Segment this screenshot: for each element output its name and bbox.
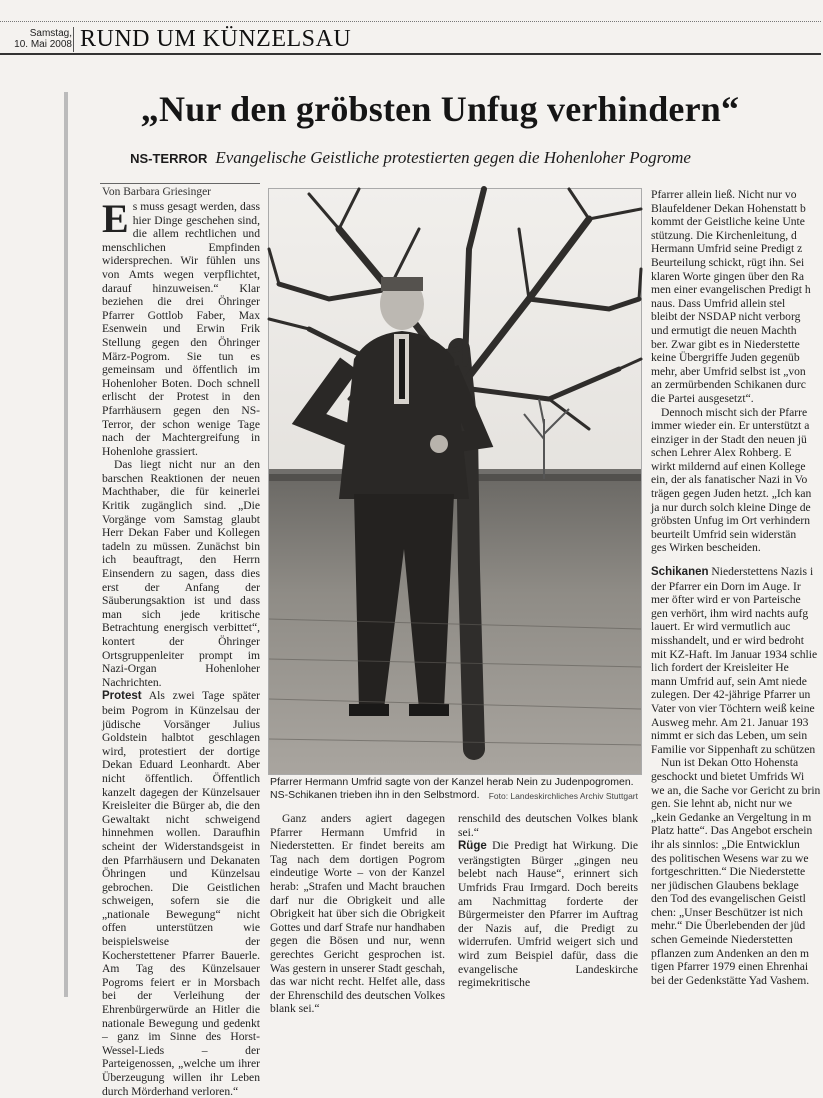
photo-credit: Foto: Landeskirchliches Archiv Stuttgart xyxy=(488,791,638,801)
text-line: gen. Sie lehnt ab, nicht nur we xyxy=(651,797,793,811)
paragraph: Das liegt nicht nur an den barschen Reaktionen der neuen Machthaber, die für keinerlei Kritik zugänglich sind. „Die Vorgänge vom Samstag glaubt Herr Dekan Faber und Kollegen tadeln zu müssen. Zunächst bin ich beauftragt, den Herrn Einsendern zu sagen, dass dies erst der Anfang der Säuberungsaktion ist und dass man sich jede kritische Betrachtung energisch verbittet“, kontert der Öhringer Ortsgruppenleiter prompt im Nazi-Organ Hohenloher Nachrichten. xyxy=(102,458,260,689)
paragraph-block xyxy=(651,565,823,756)
text-line: wirkt mildernd auf einen Kollege xyxy=(651,459,806,473)
article-column-2 xyxy=(270,812,445,1016)
text-line: misshandelt, und er wird bedroht xyxy=(651,634,804,647)
text-line: ber. Zwar gibt es in Niederstette xyxy=(651,337,800,351)
text-line: Beurteilung schickt, rügt ihn. Sei xyxy=(651,255,805,269)
photo-caption: Pfarrer Hermann Umfrid sagte von der Kanzel herab Nein zu Judenpogromen. NS-Schikanen trieben ihn in den Selbstmord. xyxy=(270,776,634,801)
text-line: bleibt der NSDAP nicht verborg xyxy=(651,310,801,324)
text-line: mehr, aber Umfrid selbst ist „von xyxy=(651,364,806,378)
text-line: mer öfter wird er von Parteische xyxy=(651,593,801,607)
text-line: we an, die Sache vor Gericht zu brin xyxy=(651,783,821,797)
text-line: ein, der als fanatischer Nazi in Vo xyxy=(651,473,808,487)
article-column-1 xyxy=(102,196,260,1098)
text-line: Dennoch mischt sich der Pfarre xyxy=(661,405,808,419)
text-line: bei der Gedenkstätte Yad Vashem. xyxy=(651,973,810,987)
byline-rule xyxy=(100,183,260,184)
text-line: geschockt und bietet Umfrids Wi xyxy=(651,769,805,783)
text-line: gröbsten Unfug im Ort verhindern xyxy=(651,514,811,528)
paragraph-protest xyxy=(102,689,260,1098)
subhead-deck: Evangelische Geistliche protestierten gegen die Hohenloher Pogrome xyxy=(215,148,691,167)
text-line: fortgeschritten.“ Die Niederstette xyxy=(651,865,806,879)
text-line: trägen gegen Juden hetzt. „Ich kan xyxy=(651,487,812,501)
issue-weekday: Samstag, xyxy=(29,28,72,39)
text-line: Pfarrer allein ließ. Nicht nur vo xyxy=(651,188,797,201)
text-line: naus. Dass Umfrid allein stel xyxy=(651,296,786,310)
text-line: Blaufeldener Dekan Hohenstatt b xyxy=(651,201,806,215)
text-line: mehr.“ Die Überlebenden der jüd xyxy=(651,919,806,933)
text-line: klaren Worte gingen über den Ra xyxy=(651,269,805,283)
lead-paragraph xyxy=(102,196,260,458)
paragraph-ruege xyxy=(458,839,638,990)
crosshead-protest: Protest xyxy=(102,690,142,703)
article-column-3 xyxy=(458,812,638,998)
crosshead-ruege: Rüge xyxy=(458,840,487,853)
section-title: RUND UM KÜNZELSAU xyxy=(80,26,352,52)
scan-edge-shadow xyxy=(64,92,68,997)
text-line: ja nur durch solch kleine Dinge de xyxy=(651,500,811,514)
text-line: Platz hatte“. Das Angebot erschein xyxy=(651,824,813,838)
text-line: stützung. Die Kirchenleitung, d xyxy=(651,228,797,242)
text-line: lich fordert der Kreisleiter He xyxy=(651,661,789,675)
crosshead-schikanen: Schikanen xyxy=(651,566,709,579)
text-line: lauert. Er wird vermutlich auc xyxy=(651,620,791,634)
text-line: des politischen Wesens war zu we xyxy=(651,851,809,865)
paragraph-block xyxy=(651,756,823,987)
text-line: mann Umfrid auf, sein Amt niede xyxy=(651,674,807,688)
paragraph-block xyxy=(651,406,823,556)
photo-pastor-under-tree xyxy=(269,189,641,774)
text-line: men einer evangelischen Predigt h xyxy=(651,283,811,297)
issue-day: 10. Mai 2008 xyxy=(14,39,72,50)
header-rule xyxy=(0,53,821,55)
header-separator xyxy=(73,27,74,52)
drop-cap: E xyxy=(102,196,129,241)
article-column-4 xyxy=(651,188,823,998)
text-line: schen Lehrer Alex Rohberg. E xyxy=(651,446,792,460)
text-line: nimmt er sich das Leben, um sein xyxy=(651,729,808,743)
text-line: pflanzen zum Andenken an den m xyxy=(651,946,810,960)
text-line: keine Übergriffe Juden gegenüb xyxy=(651,351,800,365)
text-line: Nun ist Dekan Otto Hohensta xyxy=(661,756,799,770)
text-line xyxy=(651,565,823,580)
subhead-kicker: NS-TERROR xyxy=(130,151,208,166)
text-line: gen verhört, ihm wird nachts aufg xyxy=(651,606,809,620)
article-photo xyxy=(268,188,642,775)
headline: „Nur den gröbsten Unfug verhindern“ xyxy=(140,89,740,129)
text-line: einziger in der Stadt den neuen jü xyxy=(651,432,807,446)
text-line: die Partei ausgesetzt“. xyxy=(651,391,754,405)
text-line: der Pfarrer ein Dorn im Auge. Ir xyxy=(651,579,801,593)
text-line: ner jüdischen Glaubens beklage xyxy=(651,878,799,892)
text-line: schen Gemeinde Niederstetten xyxy=(651,933,793,947)
paragraph-block xyxy=(651,188,823,406)
text-line: chen: „Unser Beschützer ist nich xyxy=(651,905,803,919)
paragraph-text: Als zwei Tage später beim Pogrom in Künzelsau der jüdische Vorsänger Julius Goldstein halbtot geschlagen wird, protestiert der dortige Dekan Eduard Leonhardt. Aber nicht öffentlich. Öffentlich kanzelt dagegen der Künzelsauer Kreisleiter die Bürger ab, die den Gewaltakt nicht schweigend hinnehmen wollen. Daraufhin scheint der Widerstandsgeist in den Pfarrhäusern und Dekanaten Öhringen und Künzelsau gebrochen. Die Geistlichen schweigen, sofern sie die „nationale Bewegung“ nicht offen unterstützen wie beispielsweise der Kocherstettener Pfarrer Bauerle. Am Tag des Künzelsauer Pogroms feiert er in Morsbach bei der Verleihung der Ehrenbürgerwürde an Hitler die nationale Bewegung und gedenkt – ganz im Sinne des Horst-Wessel-Lieds – der Parteigenossen, „welche um ihrer Überzeugung willen ihr Leben durch Mörderhand verloren.“ xyxy=(102,689,260,1098)
text-line: ihr als sinnlos: „Die Entwicklun xyxy=(651,837,800,851)
paragraph: Ganz anders agiert dagegen Pfarrer Hermann Umfrid in Niederstetten. Er findet bereits am Tag nach dem dortigen Pogrom eindeutige Worte – von der Kanzel herab: „Strafen und Macht brauchen darf nur die Obrigkeit und alle Obrigkeit hat über sich die Obrigkeit Gottes und darf Strafe nur handhaben gegen die Bösen und nur, wenn gerechtes Gericht gesprochen ist. Was gestern in unserer Stadt geschah, das war nicht recht. Helfet alle, dass der Ehrenschild des deutschen Volkes blank sei.“ xyxy=(270,812,445,1016)
subheadline xyxy=(0,148,821,168)
text-line: immer wieder ein. Er unterstützt a xyxy=(651,419,810,433)
text-line: den Tod des evangelischen Geistl xyxy=(651,892,806,906)
text-line: mit KZ-Haft. Im Januar 1934 schlie xyxy=(651,647,818,661)
lead-text: s muss gesagt werden, dass hier Dinge geschehen sind, die allem rechtlichen und menschlichen Empfinden widersprechen. Wir fühlen uns von Amts wegen verpflichtet, darauf hinzuweisen.“ Klar beziehen die drei Öhringer Pfarrer Gottlob Faber, Max Esenwein und Erwin Frik Stellung gegen den Öhringer März-Pogrom. Sie tun es gemeinsam und öffentlich im Hohenloher Boten. Doch schnell erlischt der Protest in den Pfarrhäusern gegen den NS-Terror, der schon wenige Tage nach der Machtergreifung in Hohenlohe grassiert. xyxy=(102,200,260,458)
header-dotted-rule xyxy=(0,21,821,22)
text-line: ges Wirken bescheiden. xyxy=(651,541,761,555)
text-line: an zermürbenden Schikanen durc xyxy=(651,378,806,392)
issue-date xyxy=(2,28,72,50)
text-line: zulegen. Der 42-jährige Pfarrer un xyxy=(651,688,811,702)
text-run: Niederstettens Nazis i xyxy=(708,565,814,579)
text-line: Hermann Umfrid seine Predigt z xyxy=(651,242,803,256)
text-line: und ermutigt die neuen Machth xyxy=(651,323,797,337)
paragraph-text: Die Predigt hat Wirkung. Die verängstigten Bürger „gingen neu belebt nach Hause“, erinnert sich Umfrids Frau Irmgard. Doch bereits am Nachmittag forderte der Bürgermeister den Pfarrer im Auftrag der Nazis auf, die Predigt zu widerrufen. Umfrid weigert sich und wird zum Beispiel dafür, dass die evangelische Landeskirche regimekritische xyxy=(458,839,638,990)
paragraph: renschild des deutschen Volkes blank sei.“ xyxy=(458,812,638,839)
text-line: Ausweg mehr. Am 21. Januar 193 xyxy=(651,715,809,729)
byline: Von Barbara Griesinger xyxy=(102,186,212,198)
text-line: „kein Gedanke an Vergeltung in m xyxy=(651,810,812,824)
text-line: Familie vor Sippenhaft zu schützen xyxy=(651,742,816,756)
text-line: kommt der Geistliche keine Unte xyxy=(651,215,805,229)
text-line: Vater von vier Töchtern weiß keine xyxy=(651,701,815,715)
text-line: beurteilt Umfrid sein widerstän xyxy=(651,527,797,541)
text-line: tigen Pfarrer 1979 einen Ehrenhai xyxy=(651,960,809,974)
